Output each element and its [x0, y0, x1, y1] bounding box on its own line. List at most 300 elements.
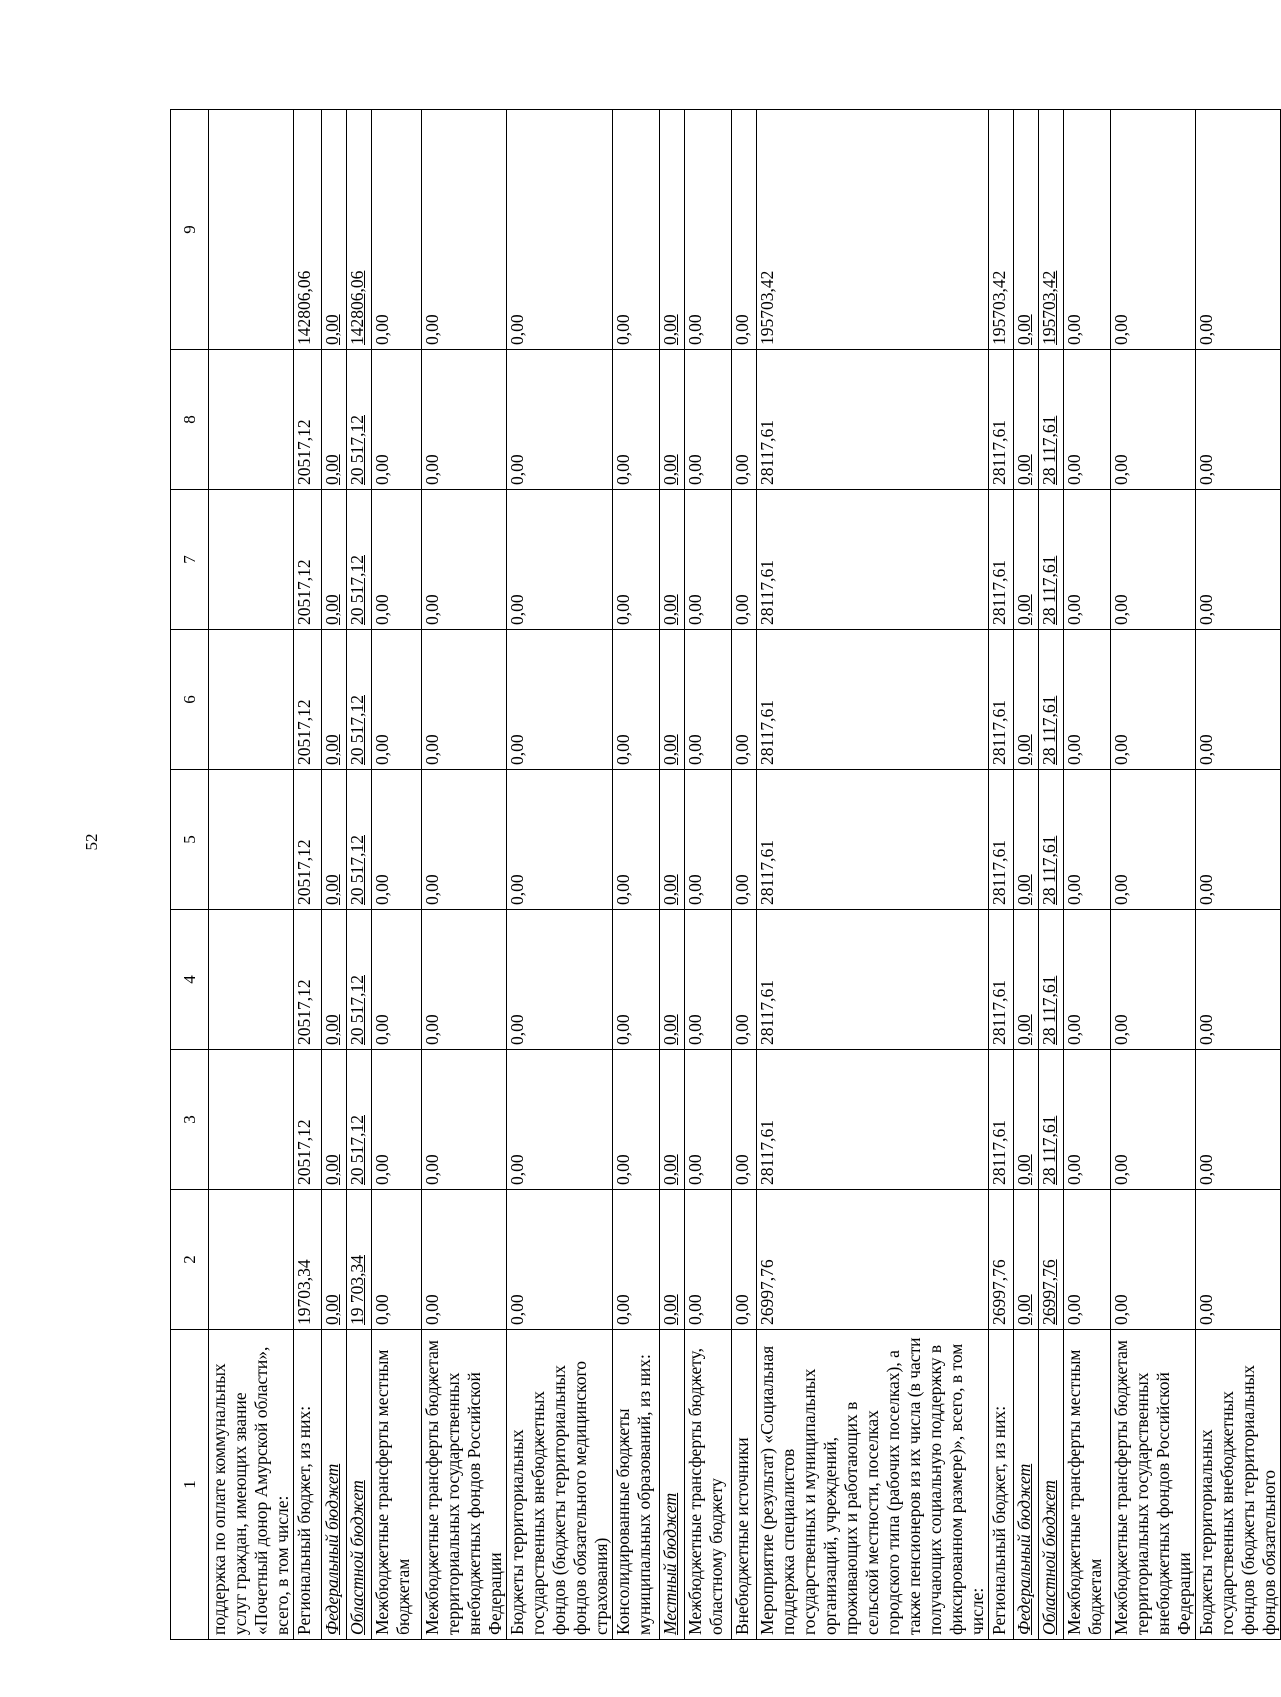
value-text: 0,00: [685, 1294, 705, 1325]
value-text: 0,00: [1014, 734, 1034, 765]
value-cell-col-7: [660, 490, 685, 630]
value-cell-col-3: [294, 1050, 322, 1190]
value-text: 142806,06: [347, 270, 367, 345]
value-cell-col-5: [422, 770, 507, 910]
row-label: [347, 1330, 372, 1640]
value-cell-col-2: [347, 1190, 372, 1330]
value-text: 20517,12: [294, 979, 314, 1045]
value-text: 0,00: [1111, 874, 1131, 905]
value-text: 0,00: [613, 1014, 633, 1045]
column-header-2: 2: [171, 1190, 209, 1330]
value-text: 20517,12: [294, 699, 314, 765]
value-text: 0,00: [1064, 1014, 1084, 1045]
value-text: 0,00: [507, 314, 527, 345]
row-label-text: Региональный бюджет, из них:: [294, 1405, 314, 1635]
value-cell-col-3: [1064, 1050, 1111, 1190]
value-text: 0,00: [507, 1014, 527, 1045]
value-text: 0,00: [372, 1154, 392, 1185]
row-label-text: Региональный бюджет, из них:: [989, 1405, 1009, 1635]
table-row: [685, 110, 732, 1640]
value-text: 0,00: [322, 1294, 342, 1325]
value-text: 28117,61: [989, 840, 1009, 905]
value-cell-col-9: [660, 110, 685, 350]
value-text: 0,00: [1064, 874, 1084, 905]
value-cell-col-3: [989, 1050, 1014, 1190]
value-text: 28117,61: [989, 700, 1009, 765]
table-row: [1039, 110, 1064, 1640]
value-cell-col-7: [989, 490, 1014, 630]
value-cell-col-5: [613, 770, 660, 910]
value-text: 195703,42: [989, 270, 1009, 345]
row-label: [660, 1330, 685, 1640]
value-cell-col-9: [613, 110, 660, 350]
value-text: 19 703,34: [347, 1255, 367, 1325]
value-cell-col-7: [347, 490, 372, 630]
row-label-text: поддержка по оплате коммунальных услуг граждан, имеющих звание «Почетный донор Амурской области», всего, в том числе:: [209, 1346, 292, 1635]
value-cell-col-7: [1014, 490, 1039, 630]
value-cell-col-8: [1039, 350, 1064, 490]
value-text: 0,00: [613, 734, 633, 765]
value-text: 0,00: [422, 314, 442, 345]
row-label-text: Областной бюджет: [1039, 1480, 1059, 1635]
value-text: 19703,34: [294, 1259, 314, 1325]
value-text: 20 517,12: [347, 555, 367, 625]
value-text: 0,00: [660, 1014, 680, 1045]
value-text: 0,00: [1014, 1014, 1034, 1045]
value-cell-col-5: [1111, 770, 1196, 910]
value-text: 0,00: [732, 314, 752, 345]
value-cell-col-5: [209, 770, 294, 910]
value-cell-col-4: [347, 910, 372, 1050]
value-text: 20517,12: [294, 559, 314, 625]
value-text: 0,00: [1111, 1154, 1131, 1185]
value-cell-col-4: [507, 910, 613, 1050]
value-text: 0,00: [732, 1154, 752, 1185]
value-cell-col-6: [422, 630, 507, 770]
value-text: 0,00: [732, 874, 752, 905]
value-cell-col-6: [613, 630, 660, 770]
value-cell-col-3: [347, 1050, 372, 1190]
table-row: [613, 110, 660, 1640]
value-text: 0,00: [1064, 594, 1084, 625]
row-label-text: Областной бюджет: [347, 1480, 367, 1635]
value-text: 0,00: [613, 314, 633, 345]
table-row: [322, 110, 347, 1640]
value-text: 0,00: [660, 1154, 680, 1185]
value-text: 28117,61: [989, 420, 1009, 485]
value-text: 28117,61: [989, 560, 1009, 625]
value-cell-col-7: [732, 490, 757, 630]
value-text: 0,00: [685, 1154, 705, 1185]
value-cell-col-6: [209, 630, 294, 770]
value-cell-col-6: [685, 630, 732, 770]
value-cell-col-5: [660, 770, 685, 910]
value-cell-col-9: [1111, 110, 1196, 350]
value-cell-col-9: [422, 110, 507, 350]
value-cell-col-7: [757, 490, 989, 630]
value-cell-col-5: [372, 770, 422, 910]
value-text: 0,00: [422, 594, 442, 625]
value-cell-col-6: [732, 630, 757, 770]
value-text: 0,00: [685, 594, 705, 625]
value-cell-col-2: [209, 1190, 294, 1330]
value-cell-col-4: [422, 910, 507, 1050]
row-label: [294, 1330, 322, 1640]
value-text: 0,00: [660, 314, 680, 345]
value-cell-col-8: [1196, 350, 1281, 490]
value-cell-col-5: [757, 770, 989, 910]
value-cell-col-8: [294, 350, 322, 490]
value-cell-col-9: [989, 110, 1014, 350]
value-cell-col-4: [757, 910, 989, 1050]
value-text: 0,00: [1064, 314, 1084, 345]
value-cell-col-3: [1196, 1050, 1281, 1190]
value-text: 0,00: [1014, 454, 1034, 485]
value-text: 0,00: [372, 314, 392, 345]
value-cell-col-2: [322, 1190, 347, 1330]
value-text: 0,00: [685, 454, 705, 485]
value-cell-col-2: [989, 1190, 1014, 1330]
value-text: 0,00: [322, 594, 342, 625]
value-text: 0,00: [322, 1014, 342, 1045]
value-cell-col-6: [294, 630, 322, 770]
value-cell-col-7: [322, 490, 347, 630]
value-text: 0,00: [685, 1014, 705, 1045]
row-label: [613, 1330, 660, 1640]
value-cell-col-8: [422, 350, 507, 490]
value-cell-col-5: [989, 770, 1014, 910]
value-cell-col-4: [1039, 910, 1064, 1050]
row-label-text: Межбюджетные трансферты бюджетам территориальных государственных внебюджетных фондов Российской Федерации: [1111, 1340, 1194, 1635]
value-text: 0,00: [732, 734, 752, 765]
value-cell-col-6: [660, 630, 685, 770]
value-cell-col-4: [294, 910, 322, 1050]
value-cell-col-2: [294, 1190, 322, 1330]
value-text: 0,00: [322, 734, 342, 765]
value-cell-col-9: [372, 110, 422, 350]
value-text: 0,00: [422, 734, 442, 765]
value-cell-col-3: [322, 1050, 347, 1190]
value-text: 28117,61: [757, 980, 777, 1045]
value-cell-col-4: [1064, 910, 1111, 1050]
table-row: [347, 110, 372, 1640]
value-text: 0,00: [322, 454, 342, 485]
value-cell-col-6: [1064, 630, 1111, 770]
value-text: 195703,42: [757, 270, 777, 345]
value-cell-col-4: [372, 910, 422, 1050]
row-label-text: Межбюджетные трансферты бюджету, областному бюджету: [685, 1347, 726, 1635]
value-cell-col-7: [1111, 490, 1196, 630]
value-cell-col-7: [1196, 490, 1281, 630]
value-text: 20517,12: [294, 419, 314, 485]
value-cell-col-8: [1111, 350, 1196, 490]
value-cell-col-8: [732, 350, 757, 490]
value-cell-col-2: [1014, 1190, 1039, 1330]
row-label-text: Федеральный бюджет: [1014, 1463, 1034, 1635]
value-text: 0,00: [732, 1014, 752, 1045]
row-label-text: Межбюджетные трансферты местным бюджетам: [1064, 1349, 1105, 1635]
value-text: 20 517,12: [347, 695, 367, 765]
value-cell-col-8: [660, 350, 685, 490]
row-label: [1111, 1330, 1196, 1640]
value-cell-col-8: [347, 350, 372, 490]
value-text: 0,00: [1196, 1154, 1216, 1185]
value-cell-col-6: [507, 630, 613, 770]
value-cell-col-9: [685, 110, 732, 350]
value-text: 0,00: [1014, 874, 1034, 905]
value-text: 28 117,61: [1039, 835, 1059, 905]
value-cell-col-6: [1196, 630, 1281, 770]
row-label-text: Местный бюджет: [660, 1492, 680, 1635]
value-text: 0,00: [732, 1294, 752, 1325]
value-cell-col-7: [1064, 490, 1111, 630]
column-header-7: 7: [171, 490, 209, 630]
value-cell-col-9: [209, 110, 294, 350]
value-text: 0,00: [1014, 1294, 1034, 1325]
value-text: 0,00: [1111, 1014, 1131, 1045]
value-text: 28117,61: [757, 560, 777, 625]
value-cell-col-4: [660, 910, 685, 1050]
row-label-text: Внебюджетные источники: [732, 1437, 752, 1635]
value-text: 0,00: [660, 454, 680, 485]
value-text: 0,00: [422, 1154, 442, 1185]
value-text: 0,00: [613, 594, 633, 625]
table-body: [171, 110, 1281, 1640]
row-label-text: Межбюджетные трансферты бюджетам территориальных государственных внебюджетных фондов Российской Федерации: [422, 1340, 505, 1635]
value-text: 28 117,61: [1039, 975, 1059, 1045]
row-label-text: Межбюджетные трансферты местным бюджетам: [372, 1349, 413, 1635]
value-text: 0,00: [732, 594, 752, 625]
value-cell-col-5: [347, 770, 372, 910]
value-cell-col-5: [685, 770, 732, 910]
value-cell-col-9: [322, 110, 347, 350]
row-label: [1064, 1330, 1111, 1640]
value-cell-col-3: [1039, 1050, 1064, 1190]
value-cell-col-2: [1196, 1190, 1281, 1330]
value-cell-col-8: [507, 350, 613, 490]
value-text: 0,00: [1111, 734, 1131, 765]
value-text: 0,00: [1111, 1294, 1131, 1325]
value-cell-col-3: [613, 1050, 660, 1190]
value-cell-col-6: [322, 630, 347, 770]
value-cell-col-3: [732, 1050, 757, 1190]
value-text: 0,00: [1196, 314, 1216, 345]
rotated-table-container: [170, 110, 1279, 1640]
value-cell-col-7: [209, 490, 294, 630]
value-text: 28117,61: [757, 840, 777, 905]
value-cell-col-5: [507, 770, 613, 910]
column-header-9: 9: [171, 110, 209, 350]
value-text: 0,00: [372, 454, 392, 485]
table-row: [660, 110, 685, 1640]
value-text: 28117,61: [757, 1120, 777, 1185]
value-cell-col-8: [989, 350, 1014, 490]
table-row: [732, 110, 757, 1640]
table-row: [294, 110, 322, 1640]
row-label: [209, 1330, 294, 1640]
value-cell-col-8: [613, 350, 660, 490]
value-cell-col-9: [347, 110, 372, 350]
value-cell-col-7: [294, 490, 322, 630]
value-text: 0,00: [1014, 594, 1034, 625]
row-label-text: Бюджеты территориальных государственных внебюджетных фондов (бюджеты территориальных фондов обязательного: [1196, 1364, 1279, 1635]
value-cell-col-4: [732, 910, 757, 1050]
value-cell-col-3: [757, 1050, 989, 1190]
row-label: [322, 1330, 347, 1640]
value-text: 0,00: [372, 874, 392, 905]
value-cell-col-2: [1064, 1190, 1111, 1330]
value-text: 20517,12: [294, 1119, 314, 1185]
value-text: 0,00: [372, 734, 392, 765]
value-cell-col-7: [372, 490, 422, 630]
row-label: [422, 1330, 507, 1640]
column-header-8: 8: [171, 350, 209, 490]
value-text: 142806,06: [294, 270, 314, 345]
row-label: [989, 1330, 1014, 1640]
value-text: 0,00: [1196, 1294, 1216, 1325]
value-cell-col-3: [1111, 1050, 1196, 1190]
value-cell-col-5: [1014, 770, 1039, 910]
value-cell-col-4: [1196, 910, 1281, 1050]
value-cell-col-4: [209, 910, 294, 1050]
value-cell-col-7: [685, 490, 732, 630]
value-cell-col-4: [1111, 910, 1196, 1050]
value-text: 0,00: [507, 1294, 527, 1325]
table-row: [1111, 110, 1196, 1640]
value-cell-col-8: [322, 350, 347, 490]
value-text: 28117,61: [989, 980, 1009, 1045]
value-text: 0,00: [422, 874, 442, 905]
value-text: 20 517,12: [347, 835, 367, 905]
value-text: 0,00: [1111, 314, 1131, 345]
value-cell-col-6: [1014, 630, 1039, 770]
value-cell-col-8: [372, 350, 422, 490]
value-text: 0,00: [1196, 734, 1216, 765]
value-cell-col-8: [209, 350, 294, 490]
value-text: 195703,42: [1039, 270, 1059, 345]
value-text: 28 117,61: [1039, 555, 1059, 625]
value-cell-col-5: [322, 770, 347, 910]
value-cell-col-2: [372, 1190, 422, 1330]
value-text: 0,00: [372, 1294, 392, 1325]
row-label: [1014, 1330, 1039, 1640]
value-text: 0,00: [507, 454, 527, 485]
value-cell-col-8: [757, 350, 989, 490]
table-row: [757, 110, 989, 1640]
value-text: 0,00: [1196, 454, 1216, 485]
value-cell-col-2: [1111, 1190, 1196, 1330]
value-cell-col-3: [422, 1050, 507, 1190]
value-text: 0,00: [1064, 734, 1084, 765]
value-text: 0,00: [685, 734, 705, 765]
value-text: 0,00: [1014, 314, 1034, 345]
value-text: 28117,61: [989, 1120, 1009, 1185]
value-cell-col-5: [1039, 770, 1064, 910]
value-cell-col-4: [989, 910, 1014, 1050]
value-cell-col-8: [685, 350, 732, 490]
value-cell-col-7: [422, 490, 507, 630]
value-cell-col-2: [660, 1190, 685, 1330]
table-row: [209, 110, 294, 1640]
value-text: 0,00: [685, 314, 705, 345]
value-cell-col-7: [613, 490, 660, 630]
value-cell-col-5: [732, 770, 757, 910]
value-cell-col-2: [507, 1190, 613, 1330]
row-label: [1196, 1330, 1281, 1640]
value-cell-col-3: [660, 1050, 685, 1190]
value-text: 0,00: [372, 594, 392, 625]
value-text: 0,00: [1064, 1154, 1084, 1185]
value-text: 0,00: [507, 594, 527, 625]
value-cell-col-5: [294, 770, 322, 910]
table-row: [372, 110, 422, 1640]
value-text: 0,00: [685, 874, 705, 905]
value-cell-col-9: [507, 110, 613, 350]
value-text: 0,00: [1196, 594, 1216, 625]
table-row: [422, 110, 507, 1640]
value-text: 0,00: [507, 734, 527, 765]
row-label: [732, 1330, 757, 1640]
value-text: 0,00: [660, 734, 680, 765]
row-label: [1039, 1330, 1064, 1640]
value-cell-col-9: [1064, 110, 1111, 350]
value-cell-col-4: [322, 910, 347, 1050]
value-text: 26997,76: [989, 1259, 1009, 1325]
value-cell-col-8: [1014, 350, 1039, 490]
value-text: 0,00: [1111, 454, 1131, 485]
value-cell-col-9: [757, 110, 989, 350]
value-text: 28117,61: [757, 420, 777, 485]
value-text: 0,00: [422, 1294, 442, 1325]
value-text: 26997,76: [757, 1259, 777, 1325]
value-text: 0,00: [613, 1294, 633, 1325]
value-cell-col-4: [685, 910, 732, 1050]
value-text: 0,00: [422, 1014, 442, 1045]
value-cell-col-9: [732, 110, 757, 350]
table-row: [507, 110, 613, 1640]
value-text: 0,00: [613, 454, 633, 485]
column-header-6: 6: [171, 630, 209, 770]
value-text: 28 117,61: [1039, 695, 1059, 765]
value-text: 0,00: [660, 1294, 680, 1325]
table-row: [1196, 110, 1281, 1640]
value-text: 20 517,12: [347, 975, 367, 1045]
value-text: 20 517,12: [347, 1115, 367, 1185]
row-label-text: Консолидированные бюджеты муниципальных образований, из них:: [613, 1354, 654, 1635]
value-cell-col-6: [757, 630, 989, 770]
value-cell-col-9: [1039, 110, 1064, 350]
value-cell-col-3: [507, 1050, 613, 1190]
value-text: 0,00: [322, 314, 342, 345]
page-number: 52: [82, 833, 101, 851]
value-cell-col-9: [294, 110, 322, 350]
row-label: [757, 1330, 989, 1640]
value-text: 0,00: [322, 874, 342, 905]
value-cell-col-6: [1111, 630, 1196, 770]
row-label: [685, 1330, 732, 1640]
value-text: 26997,76: [1039, 1259, 1059, 1325]
row-label: [507, 1330, 613, 1640]
value-cell-col-5: [1064, 770, 1111, 910]
value-text: 0,00: [613, 874, 633, 905]
value-cell-col-6: [1039, 630, 1064, 770]
value-cell-col-6: [989, 630, 1014, 770]
value-text: 0,00: [732, 454, 752, 485]
value-text: 20517,12: [294, 839, 314, 905]
value-text: 0,00: [660, 874, 680, 905]
row-label-text: Мероприятие (результат) «Социальная поддержка специалистов государственных и муниципальных организаций, учреждений, проживающих и работающих в сельской местности, поселках городского типа (рабочих поселках), а также пенсионеров из их числа (в части получающих социальную поддержку в фиксированном размере)», всего, в том числе:: [757, 1337, 987, 1635]
value-cell-col-4: [1014, 910, 1039, 1050]
